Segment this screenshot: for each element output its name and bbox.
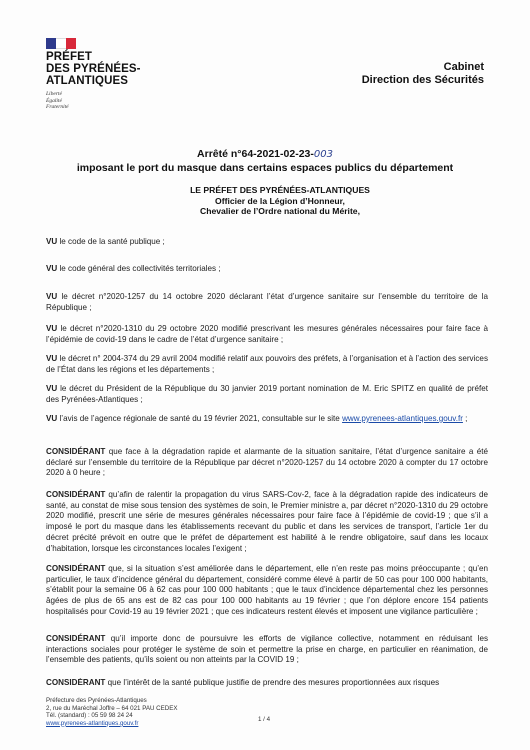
footer-line-1: Préfecture des Pyrénées-Atlantiques (46, 697, 147, 704)
paragraph-lead: CONSIDÉRANT (46, 634, 106, 643)
vu-paragraph (46, 384, 488, 405)
paragraph-text: le décret n°2020-1257 du 14 octobre 2020 déclarant l’état d’urgence sanitaire sur l’ensemble du territoire de la République ; (46, 292, 488, 312)
footer-address (46, 697, 178, 727)
vu-paragraph (46, 237, 488, 248)
paragraph-lead: VU (46, 292, 58, 301)
footer-line-2: 2, rue du Maréchal Joffre – 64 021 PAU CEDEX (46, 704, 178, 712)
decree-number (40, 148, 490, 162)
paragraph-text: qu’afin de ralentir la propagation du virus SARS-Cov-2, face à la dégradation rapide des indicateurs de santé, au constat de mise sous tension des systèmes de soin, le Premier ministre a, par décret n°2020-1310 du 29 octobre 2020 modifié, prescrit une série de mesures générales nécessaires pour faire face à l’épidémie de covid-19 ; que s’il a imposé le port du masque dans les établissements recevant du public et dans les services de transport, l’article 1er du décret précité prévoit en outre que le préfet de département est habilité à le rendre obligatoire, sauf dans les locaux d’habitation, lorsque les circonstances locales l’exigent ; (46, 490, 488, 553)
paragraph-text: le décret du Président de la République du 30 janvier 2019 portant nomination de M. Eric SPITZ en qualité de préfet des Pyrénées-Atlantiques ; (46, 384, 488, 404)
paragraph-lead: CONSIDÉRANT (46, 678, 106, 687)
logo-line-2: DES PYRÉNÉES- (46, 63, 141, 75)
vu-paragraph (46, 292, 488, 313)
office-direction: Direction des Sécurités (361, 74, 484, 86)
prefet-line-3: Chevalier de l’Ordre national du Mérite, (200, 206, 360, 217)
vu-paragraph (46, 354, 488, 375)
paragraph-text: le décret n°2020-1310 du 29 octobre 2020 modifié prescrivant les mesures générales nécessaires pour faire face à l’épidémie de covid-19 dans le cadre de l’état d’urgence sanitaire ; (46, 324, 488, 344)
considerant-paragraph (46, 447, 488, 479)
motto-egalite: Égalité (46, 97, 62, 104)
considerant-paragraph (46, 678, 488, 689)
paragraph-text: l’avis de l’agence régionale de santé du 19 février 2021, consultable sur le site (57, 414, 343, 423)
prefet-line-1: LE PRÉFET DES PYRÉNÉES-ATLANTIQUES (190, 185, 370, 195)
paragraph-text: que l’intérêt de la santé publique justifie de prendre des mesures proportionnées aux risques (105, 678, 440, 687)
decree-number-handwritten: 003 (313, 149, 333, 160)
logo-line-1: PRÉFET (46, 51, 92, 63)
paragraph-text: qu’il importe donc de poursuivre les efforts de vigilance collective, notamment en réduisant les interactions sociales pour protéger le système de soin et permettre la prise en charge, en particulier en réanimation, de l’ensemble des patients, qu’ils soient ou non atteints par la COVID 19 ; (46, 634, 488, 665)
paragraph-lead: VU (46, 354, 58, 363)
paragraph-lead: VU (46, 264, 58, 273)
motto-liberte: Liberté (46, 91, 62, 97)
paragraph-text: le code général des collectivités territoriales ; (57, 264, 221, 273)
vu-paragraph (46, 264, 488, 275)
paragraph-lead: CONSIDÉRANT (46, 447, 106, 456)
paragraph-text: que, si la situation s’est améliorée dans le département, elle n’en reste pas moins préoccupante ; qu’en particulier, le taux d’incidence général du département, considéré comme élevé à partir de 50 cas pour 100 000 habitants, s’établit pour la semaine 06 à 62 cas pour 100 000 habitants ; que le taux d’incidence départemental chez les personnes âgées de plus de 65 ans est de 82 cas pour 100 000 habitants au 19 février ; que l’on déplore encore 154 patients hospitalisés pour Covid-19 au 19 février 2021 ; que ces indicateurs restent élevés et imposent une vigilance particulière ; (46, 564, 488, 616)
logo-line-3: ATLANTIQUES (46, 75, 129, 87)
paragraph-lead: VU (46, 237, 58, 246)
vu-paragraph (46, 414, 488, 425)
republic-motto (46, 91, 166, 111)
footer-line-3: Tél. (standard) : 05 59 98 24 24 (46, 712, 133, 720)
marianne-flag-icon (46, 38, 76, 49)
paragraph-text: le décret n° 2004-374 du 29 avril 2004 modifié relatif aux pouvoirs des préfets, à l’organisation et à l’action des services de l’État dans les régions et les départements ; (46, 354, 488, 374)
considerant-paragraph (46, 564, 488, 618)
decree-title (40, 148, 490, 175)
considerant-paragraph (46, 634, 488, 666)
prefecture-logo (46, 38, 166, 111)
considerant-paragraph (46, 490, 488, 554)
decree-number-prefix: Arrêté n°64-2021-02-23- (197, 148, 314, 160)
issuing-office (362, 61, 484, 87)
paragraph-text: que face à la dégradation rapide et alarmante de la situation sanitaire, l’état d’urgence sanitaire a été déclaré sur l’ensemble du territoire de la République par décret n°2020-1257 du 14 octobre 2020 à compter du 17 octobre 2020 à 0 heure ; (46, 447, 488, 478)
page-number: 1 / 4 (258, 716, 271, 723)
footer-website-link[interactable]: www.pyrenees-atlantiques.gouv.fr (46, 719, 139, 727)
decree-subject: imposant le port du masque dans certains espaces publics du département (76, 161, 454, 174)
paragraph-text: le code de la santé publique ; (57, 237, 165, 246)
paragraph-text-end: ; (462, 414, 468, 423)
prefet-heading (150, 185, 410, 217)
paragraph-lead: VU (46, 324, 58, 333)
paragraph-lead: CONSIDÉRANT (46, 490, 106, 499)
office-cabinet: Cabinet (443, 61, 484, 73)
paragraph-lead: CONSIDÉRANT (46, 564, 106, 573)
prefet-line-2: Officier de la Légion d’Honneur, (215, 195, 345, 206)
paragraph-lead: VU (46, 384, 58, 393)
prefecture-website-link[interactable]: www.pyrenees-atlantiques.gouv.fr (342, 414, 463, 423)
vu-paragraph (46, 324, 488, 345)
paragraph-lead: VU (46, 414, 58, 423)
motto-fraternite: Fraternité (46, 104, 69, 110)
